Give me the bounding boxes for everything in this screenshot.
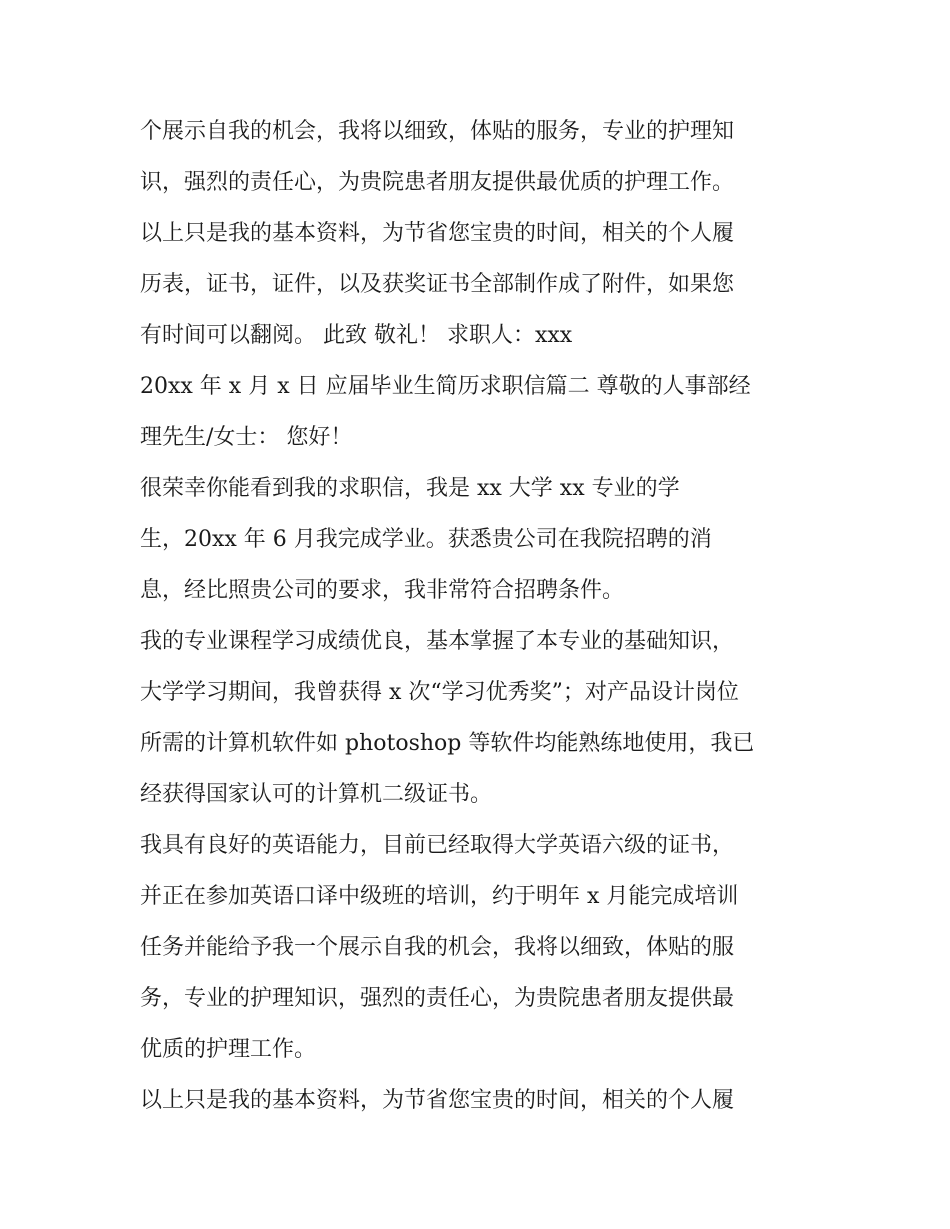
text-line: 我具有良好的英语能力，目前已经取得大学英语六级的证书， xyxy=(140,833,735,858)
text-line: 20xx 年 x 月 x 日 应届毕业生简历求职信篇二 尊敬的人事部经 xyxy=(140,374,751,399)
text-line: 很荣幸你能看到我的求职信，我是 xx 大学 xx 专业的学 xyxy=(140,476,680,501)
text-line: 大学学习期间，我曾获得 x 次“学习优秀奖”；对产品设计岗位 xyxy=(140,680,739,705)
text-line: 生，20xx 年 6 月我完成学业。获悉贵公司在我院招聘的消 xyxy=(140,527,712,552)
text-line: 务，专业的护理知识，强烈的责任心，为贵院患者朋友提供最 xyxy=(140,986,735,1011)
document-body xyxy=(140,106,830,1126)
text-line: 所需的计算机软件如 photoshop 等软件均能熟练地使用，我已 xyxy=(140,731,755,756)
text-line: 经获得国家认可的计算机二级证书。 xyxy=(140,782,493,807)
text-line: 我的专业课程学习成绩优良，基本掌握了本专业的基础知识， xyxy=(140,629,735,654)
text-line: 任务并能给予我一个展示自我的机会，我将以细致，体贴的服 xyxy=(140,935,735,960)
text-line: 理先生/女士： 您好！ xyxy=(140,425,353,450)
text-line: 个展示自我的机会，我将以细致，体贴的服务，专业的护理知 xyxy=(140,119,735,144)
text-line: 优质的护理工作。 xyxy=(140,1037,317,1062)
text-line: 历表，证书，证件，以及获奖证书全部制作成了附件，如果您 xyxy=(140,272,735,297)
text-line: 识，强烈的责任心，为贵院患者朋友提供最优质的护理工作。 xyxy=(140,170,735,195)
text-line: 以上只是我的基本资料，为节省您宝贵的时间，相关的个人履 xyxy=(140,1088,735,1113)
text-line: 以上只是我的基本资料，为节省您宝贵的时间，相关的个人履 xyxy=(140,221,735,246)
text-line: 并正在参加英语口译中级班的培训，约于明年 x 月能完成培训 xyxy=(140,884,739,909)
text-line: 有时间可以翻阅。 此致 敬礼！ 求职人：xxx xyxy=(140,323,573,348)
text-line: 息，经比照贵公司的要求，我非常符合招聘条件。 xyxy=(140,578,625,603)
